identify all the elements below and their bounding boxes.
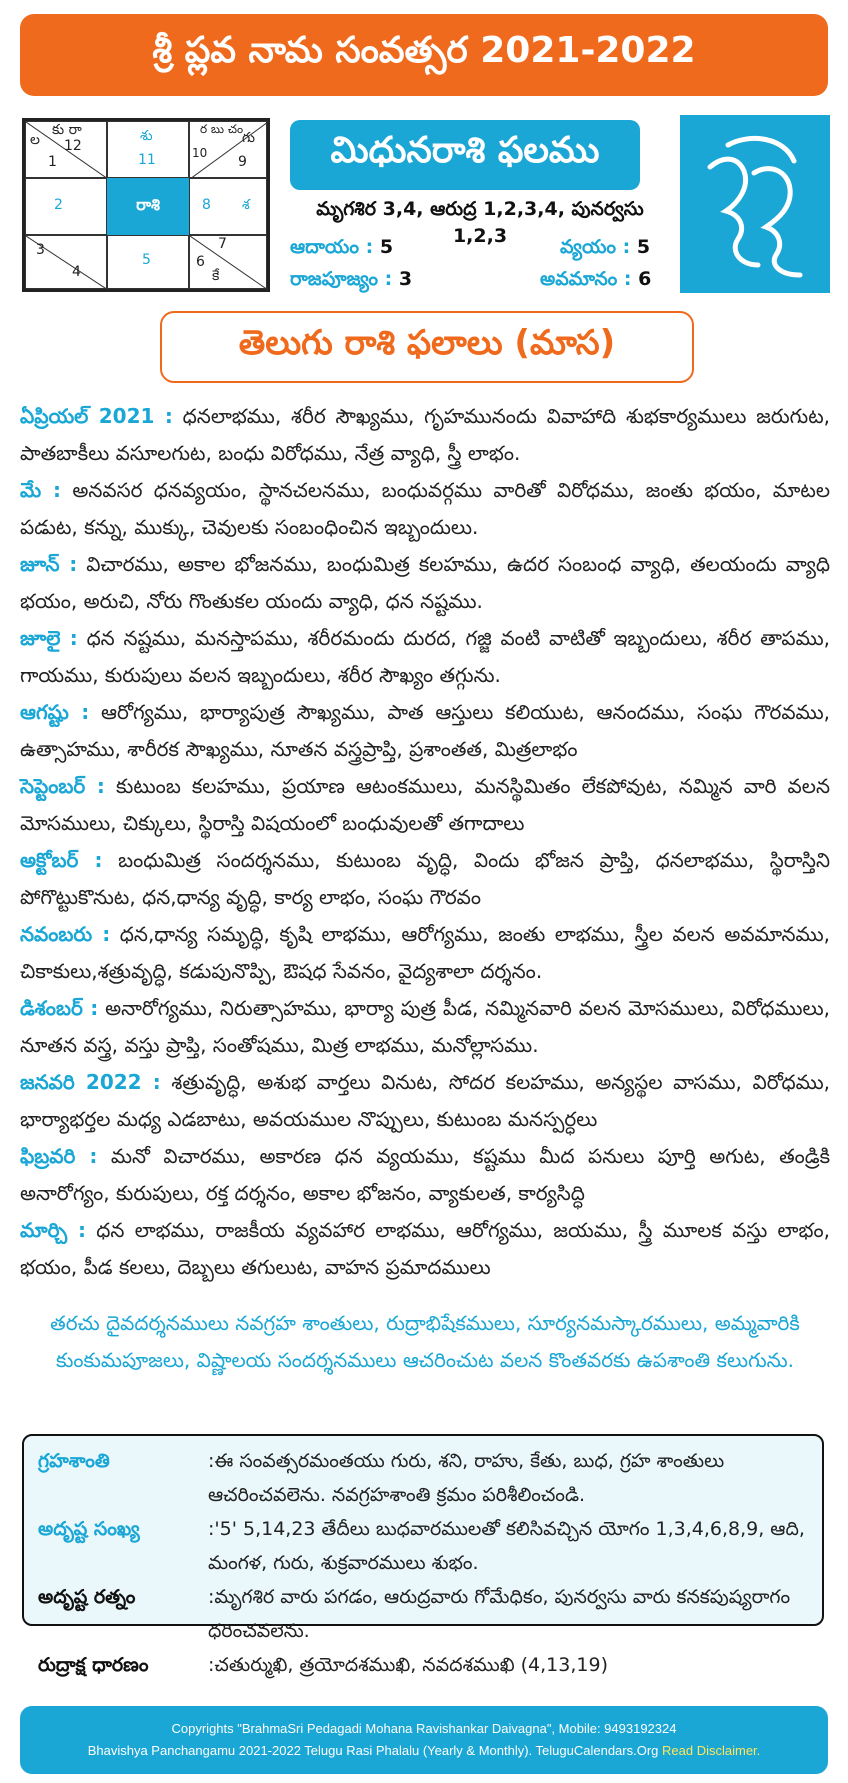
info-row-lucky-gem: అదృష్ట రత్నం :మృగశిర వారు పగడం, ఆరుద్రవారు గోమేధికం, పునర్వసు వారు కనకపుష్యరాగం ధరించవలెను. bbox=[38, 1586, 791, 1642]
chart-cell-2: శు 11 bbox=[107, 121, 189, 178]
info-row-graha-shanti: గ్రహశాంతి :ఈ సంవత్సరమంతయు గురు, శని, రాహు, కేతు, బుధ, గ్రహ శాంతులు ఆచరించవలెను. నవగ్రహశాంతి క్రమం పరిశీలించండి. bbox=[38, 1450, 725, 1506]
month-entry: జూలై : ధన నష్టము, మనస్తాపము, శరీరమందు దురద, గజ్జి వంటి వాటితో ఇబ్బందులు, శరీర తాపము, గాయము, కురుపులు వలన ఇబ్బందులు, శరీర సౌఖ్యం తగ్గును. bbox=[20, 626, 831, 687]
chart-cell-7: 5 bbox=[107, 235, 189, 289]
copyright-footer bbox=[20, 1706, 828, 1774]
month-entry: నవంబరు : ధన,ధాన్య సమృద్ధి, కృషి లాభము, ఆరోగ్యము, జంతు లాభము, స్త్రీల వలన అవమానము, చికాకులు,శత్రువృద్ధి, కడుపునొప్పి, ఔషధ సేవనం, వైద్యశాలా దర్శనం. bbox=[20, 922, 830, 983]
remedy-text: తరచు దైవదర్శనములు నవగ్రహ శాంతులు, రుద్రాభిషేకములు, సూర్యనమస్కారములు, అమ్మవారికి కుంకుమపూజలు, విష్ణాలయ సందర్శనములు ఆచరించుట వలన కొంతవరకు ఉపశాంతి కలుగును. bbox=[50, 1311, 800, 1372]
month-entry: అక్టోబర్ : బంధుమిత్ర సందర్శనము, కుటుంబ వృద్ధి, విందు భోజన ప్రాప్తి, ధనలాభము, స్థిరాస్తిని పోగొట్టుకొనుట, ధన,ధాన్య వృద్ధి, కార్య లాభం, సంఘ గౌరవం bbox=[20, 848, 830, 909]
month-entry: ఫిబ్రవరి : మనో విచారము, అకారణ ధన వ్యయము, కష్టము మీద పనులు పూర్తి అగుట, తండ్రికి అనారోగ్యం, కురుపులు, రక్త దర్శనం, అకాల భోజనం, వ్యాకులత, కార్యసిద్ధి bbox=[20, 1144, 831, 1205]
nakshatra-padas: మృగశిర 3,4, ఆరుద్ర 1,2,3,4, పునర్వసు 1,2,3 bbox=[316, 198, 644, 247]
gemini-face-illustration bbox=[680, 115, 830, 293]
avamanam-stat: అవమానం : 6 bbox=[540, 268, 652, 290]
month-entry: జూన్ : విచారము, అకాల భోజనము, బంధుమిత్ర కలహము, ఉదర సంబంధ వ్యాధి, తలయందు వ్యాధి భయం, అరుచి, నోరు గొంతుకల యందు వ్యాధి, ధన నష్టము. bbox=[20, 552, 831, 613]
month-entry: జనవరి 2022 : శత్రువృద్ధి, అశుభ వార్తలు వినుట, సోదర కలహము, అన్యస్థల వాసము, విరోధము, భార్యాభర్తల మధ్య ఎడబాటు, అవయముల నొప్పులు, కుటుంబ మనస్పర్ధలు bbox=[20, 1070, 831, 1131]
monthly-predictions bbox=[20, 398, 830, 1286]
chart-cell-6: 3 4 bbox=[25, 235, 107, 289]
month-entry: ఆగష్టు : ఆరోగ్యము, భార్యాపుత్ర సౌఖ్యము, పాత ఆస్తులు కలియుట, ఆనందము, సంఘ గౌరవము, ఉత్సాహము, శారీరక సౌఖ్యము, నూతన వస్త్రప్రాప్తి, ప్రశాంతత, మిత్రలాభం bbox=[20, 700, 830, 761]
footer-copyright: Copyrights "BrahmaSri Pedagadi Mohana Ravishankar Daivagna", Mobile: 9493192324 bbox=[171, 1721, 677, 1736]
chart-cell-3: 10 ర బు చం గు 9 bbox=[189, 121, 267, 178]
info-row-lucky-number: అదృష్ట సంఖ్య :'5' 5,14,23 తేదీలు బుధవారములతో కలిసివచ్చిన యోగం 1,3,4,6,8,9, ఆది, మంగళ, గురు, శుక్రవారములు శుభం. bbox=[38, 1518, 805, 1574]
remedies-info-box bbox=[22, 1434, 824, 1676]
vyayam-stat: వ్యయం : 5 bbox=[560, 236, 651, 258]
aadayam-stat: ఆదాయం : 5 bbox=[290, 236, 394, 258]
chart-cell-8: 7 6 కే bbox=[189, 235, 267, 289]
chart-cell-5: 8 శ bbox=[189, 178, 267, 235]
chart-cell-1: ల కు రా 12 1 bbox=[25, 121, 107, 178]
rasi-title: మిధునరాశి ఫలము bbox=[290, 120, 640, 190]
month-entry: ఏప్రియల్ 2021 : ధనలాభము, శరీర సౌఖ్యము, గృహమునందు వివాహాది శుభకార్యములు జరుగుట, పాతబాకీలు వసూలగుట, బంధు విరోధము, నేత్ర వ్యాధి, స్త్రీ లాభం. bbox=[20, 404, 830, 465]
month-entry: మార్చి : ధన లాభము, రాజకీయ వ్యవహార లాభము, ఆరోగ్యము, జయము, స్త్రీ మూలక వస్తు లాభం, భయం, పీడ కలలు, దెబ్బలు తగులుట, వాహన ప్రమాదములు bbox=[20, 1218, 830, 1279]
info-row-rudraksha: రుద్రాక్ష ధారణం :చతుర్ముఖి, త్రయోదశముఖి, నవదశముఖి (4,13,19) bbox=[38, 1654, 608, 1676]
rajapujyam-stat: రాజపూజ్యం : 3 bbox=[290, 268, 413, 290]
chart-cell-4: 2 bbox=[25, 178, 107, 235]
month-entry: డిశంబర్ : అనారోగ్యము, నిరుత్సాహము, భార్యా పుత్ర పీడ, నమ్మినవారి వలన మోసములు, విరోధములు, నూతన వస్త్ర, వస్తు ప్రాప్తి, సంతోషము, మిత్ర లాభము, మనోల్లాసము. bbox=[20, 996, 830, 1057]
page-title: శ్రీ ప్లవ నామ సంవత్సర 2021-2022 bbox=[152, 30, 696, 71]
month-entry: మే : అనవసర ధనవ్యయం, స్థానచలనము, బంధువర్గము వారితో విరోధము, జంతు భయం, మాటల పడుట, కన్ను, ముక్కు, చెవులకు సంబంధించిన ఇబ్బందులు. bbox=[20, 478, 830, 539]
chart-center-rasi: రాశి bbox=[107, 178, 189, 235]
read-disclaimer-link[interactable]: Read Disclaimer. bbox=[662, 1743, 761, 1758]
page-title-banner bbox=[20, 14, 828, 96]
rasi-chart bbox=[22, 118, 270, 292]
month-entry: సెప్టెంబర్ : కుటుంబ కలహము, ప్రయాణ ఆటంకములు, మనస్థిమితం లేకపోవుట, నమ్మిన వారి వలన మోసములు, చిక్కులు, స్థిరాస్తి విషయంలో బంధువులతో తగాదాలు bbox=[20, 774, 830, 835]
footer-source: Bhavishya Panchangamu 2021-2022 Telugu Rasi Phalalu (Yearly & Monthly). TeluguCalendars.Org Read Disclaimer. bbox=[87, 1743, 761, 1758]
section-title-banner: తెలుగు రాశి ఫలాలు (మాస) bbox=[160, 311, 694, 383]
